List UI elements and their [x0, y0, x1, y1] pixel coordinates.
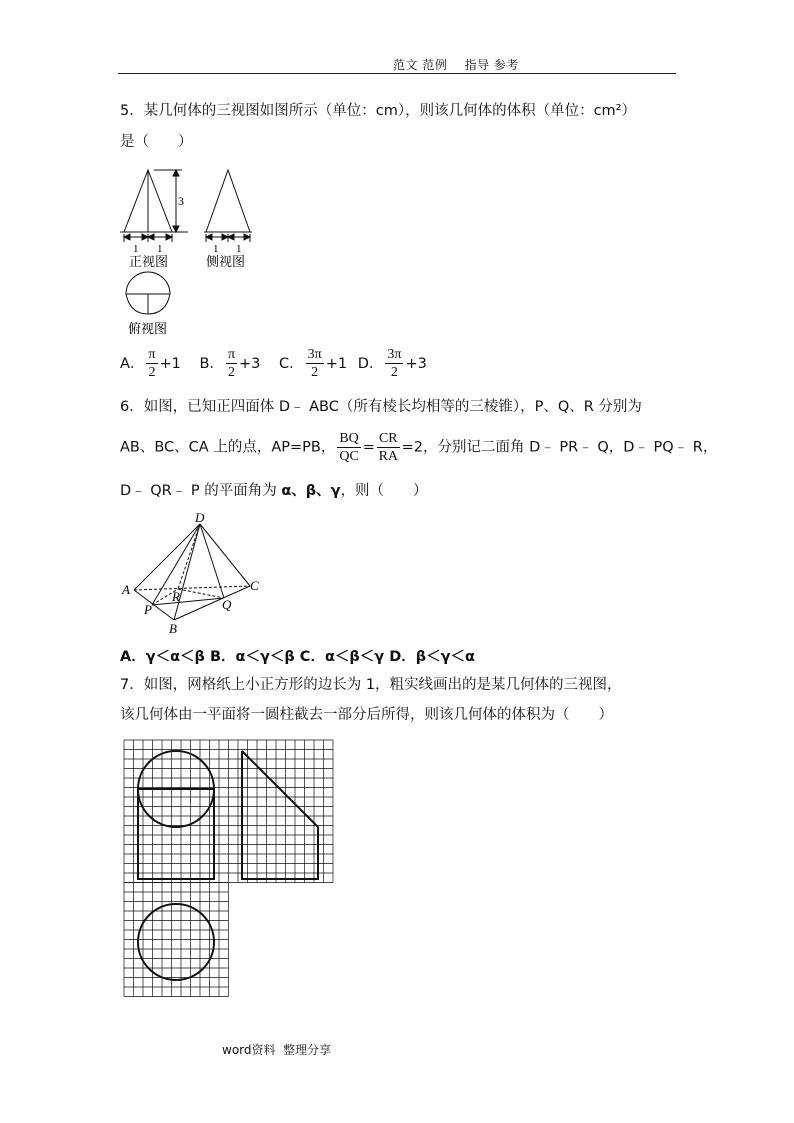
q5-option-b[interactable]: [199, 347, 265, 380]
q6-label-r: R: [172, 589, 180, 604]
q5-option-b-den: 2: [227, 365, 235, 380]
q5-option-a-fraction: [146, 346, 157, 381]
q5-option-d-fraction: [385, 346, 403, 381]
q6-line2-prefix: AB、BC、CA 上的点，AP=PB，: [120, 439, 336, 456]
q5-option-d-num: 3π: [387, 347, 402, 362]
q5-front-width-label-2: 1: [157, 243, 163, 255]
q6-line3-suffix: ，则（ ）: [340, 483, 428, 499]
q6-fraction-2-num: CR: [378, 431, 398, 446]
q5-option-b-tail: +3: [239, 355, 261, 372]
q6-label-p: P: [144, 602, 152, 617]
q5-option-d-label: D．: [357, 355, 384, 372]
q5-options: [120, 346, 427, 381]
q5-option-c-label: C．: [279, 355, 304, 372]
q5-height-label: 3: [178, 194, 184, 208]
header-rule: [118, 73, 676, 74]
q6-tetrahedron-figure: [118, 510, 268, 640]
q5-option-c-tail: +1: [325, 355, 348, 372]
q5-option-a-label: A．: [120, 355, 145, 372]
page-footer: word资料 整理分享: [222, 1043, 332, 1057]
q5-option-a-tail: +1: [159, 355, 181, 372]
q5-option-c-num: 3π: [307, 347, 322, 362]
q6-fraction-2-den: RA: [378, 449, 399, 464]
q6-fraction-1-den: QC: [339, 449, 359, 464]
q7-grid-three-views-figure: [118, 732, 338, 1002]
q7-side-profile: [242, 751, 318, 879]
q7-grid: [124, 740, 333, 997]
page-header: 范文 范例 指导 参考: [393, 58, 519, 72]
q6-stem-line3: [120, 481, 428, 501]
q6-fraction-1-num: BQ: [339, 431, 359, 446]
q5-option-c-fraction: [306, 346, 324, 381]
q5-option-a-num: π: [148, 347, 156, 362]
q5-front-width-label-1: 1: [133, 243, 139, 255]
q5-stem-line2: 是（ ）: [120, 134, 193, 150]
q6-stem-line1: 6．如图，已知正四面体 D﹣ ABC（所有棱长均相等的三棱锥），P、Q、R 分别为: [120, 399, 642, 415]
q6-angle-symbols: α、β、γ: [281, 483, 341, 499]
q5-top-view: [126, 272, 170, 314]
q7-thick-outlines: [138, 751, 318, 980]
q5-side-view: [204, 170, 252, 242]
q6-line2-suffix: =2，分别记二面角 D﹣ PR﹣ Q，D﹣ PQ﹣ R，: [401, 439, 718, 456]
q5-three-views-figure: [118, 162, 258, 342]
q6-stem-line2: [120, 430, 717, 465]
q5-option-c-den: 2: [311, 365, 319, 380]
q5-side-width-label-1: 1: [213, 243, 219, 255]
q5-option-b-num: π: [227, 347, 236, 362]
q6-label-d: D: [195, 510, 205, 525]
q5-side-width-label-2: 1: [236, 243, 242, 255]
q7-top-circle: [138, 904, 214, 980]
q5-option-b-fraction: [226, 346, 237, 381]
q7-front-rect: [138, 789, 214, 879]
q5-option-d-tail: +3: [405, 355, 427, 372]
q5-front-caption: 正视图: [129, 255, 169, 270]
q5-option-a-den: 2: [148, 365, 156, 380]
q5-stem-line1: 5．某几何体的三视图如图所示（单位：cm），则该几何体的体积（单位：cm²）: [120, 103, 636, 119]
q7-stem-line2: 该几何体由一平面将一圆柱截去一部分后所得，则该几何体的体积为（ ）: [120, 707, 613, 723]
q5-option-a[interactable]: [120, 347, 185, 380]
q5-option-b-label: B．: [199, 355, 224, 372]
q6-label-q: Q: [222, 597, 232, 612]
q5-option-d-den: 2: [390, 365, 398, 380]
q6-line3-prefix: D﹣ QR﹣ P 的平面角为: [120, 483, 282, 499]
q6-label-b: B: [169, 621, 177, 636]
q5-side-caption: 侧视图: [206, 255, 246, 270]
q6-label-c: C: [250, 578, 259, 593]
q5-top-caption: 俯视图: [128, 322, 168, 337]
q7-stem-line1: 7．如图，网格纸上小正方形的边长为 1，粗实线画出的是某几何体的三视图，: [120, 677, 622, 693]
q6-equals-sign: =: [362, 439, 375, 456]
q6-fraction-cr-ra: [377, 430, 400, 465]
q6-fraction-bq-qc: [337, 430, 360, 465]
q6-label-a: A: [122, 582, 130, 597]
q6-options[interactable]: A．γ＜α＜β B．α＜γ＜β C．α＜β＜γ D．β＜γ＜α: [120, 649, 475, 665]
